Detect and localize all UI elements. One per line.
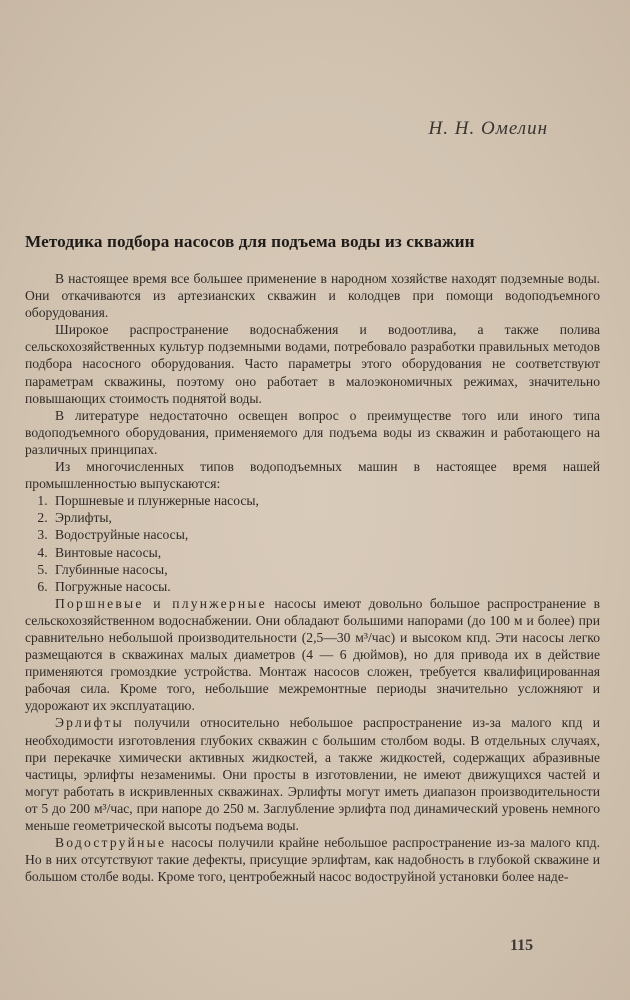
article-title: Методика подбора насосов для подъема воды из скважин <box>25 232 475 251</box>
list-item: 1. Поршневые и плунжерные насосы, <box>51 492 600 509</box>
paragraph-jet-pumps <box>25 834 600 885</box>
paragraph-1: В настоящее время все большее применение в народном хозяйстве находят подземные воды. Они откачиваются из артезианских скважин и колодцев при помощи водоподъемного оборудования. <box>25 271 600 321</box>
page-number: 115 <box>510 937 534 954</box>
paragraph-airlifts <box>25 714 600 834</box>
list-item: 6. Погружные насосы. <box>51 578 600 595</box>
list-item: 3. Водоструйные насосы, <box>51 526 600 543</box>
article-body <box>25 270 600 885</box>
term-jet-pumps: Водоструйные <box>55 835 167 851</box>
paragraph-4: Из многочисленных типов водоподъемных машин в настоящее время нашей промышленностью выпускаются: <box>25 459 600 492</box>
term-airlifts: Эрлифты <box>55 715 124 731</box>
paragraph-2: Широкое распространение водоснабжения и водоотлива, а также полива сельскохозяйственных культур подземными водами, потребовало разработки правильных методов подбора насосного оборудования. Часто параметры этого оборудования не соответствуют параметрам скважины, поэтому оно работает в малоэкономичных режимах, значительно повышающих стоимость поднятой воды. <box>25 322 600 406</box>
list-item: 2. Эрлифты, <box>51 509 600 526</box>
author-name: Н. Н. Омелин <box>428 118 548 139</box>
paragraph-3: В литературе недостаточно освещен вопрос о преимуществе того или иного типа водоподъемного оборудования, применяемого для подъема воды из скважин и работающего на различных принципах. <box>25 407 600 457</box>
paragraph-piston-pumps <box>25 595 600 715</box>
list-item: 4. Винтовые насосы, <box>51 544 600 561</box>
jet-pumps-text: насосы получили крайне небольшое распространение из-за малого кпд. Но в них отсутствуют такие дефекты, присущие эрлифтам, как надобность в глубокой скважине и большом столбе воды. Кроме того, центробежный насос водоструйной установки более наде- <box>25 835 600 885</box>
list-item: 5. Глубинные насосы, <box>51 561 600 578</box>
piston-pumps-text: насосы имеют довольно большое распространение в сельскохозяйственном водоснабжении. Они обладают большими напорами (до 100 м и более) при сравнительно небольшой производительности (2,5—30 м³/час) и высоком кпд. Эти насосы легко размещаются в скважинах малых диаметров (4 — 6 дюймов), но для привода их в действие применяются громоздкие устройства. Монтаж насосов сложен, требуется квалифицированная рабочая сила. Кроме того, небольшие межремонтные периоды значительно усложняют и удорожают их эксплуатацию. <box>25 595 601 714</box>
airlifts-text: получили относительно небольшое распространение из-за малого кпд и необходимости изготовления глубоких скважин с большим столбом воды. В отдельных случаях, при перекачке химически активных жидкостей, а также жидкостей, содержащих абразивные частицы, эрлифты незаменимы. Они просты в изготовлении, не имеют движущихся частей и могут работать в искривленных скважинах. Эрлифты могут иметь диапазон производительности от 5 до 200 м³/час, при напоре до 250 м. Заглубление эрлифта под динамический уровень немного меньше геометрической высоты подъема воды. <box>25 715 600 833</box>
pump-type-list <box>25 492 600 595</box>
term-piston-pumps: Поршневые и плунжерные <box>55 595 267 611</box>
